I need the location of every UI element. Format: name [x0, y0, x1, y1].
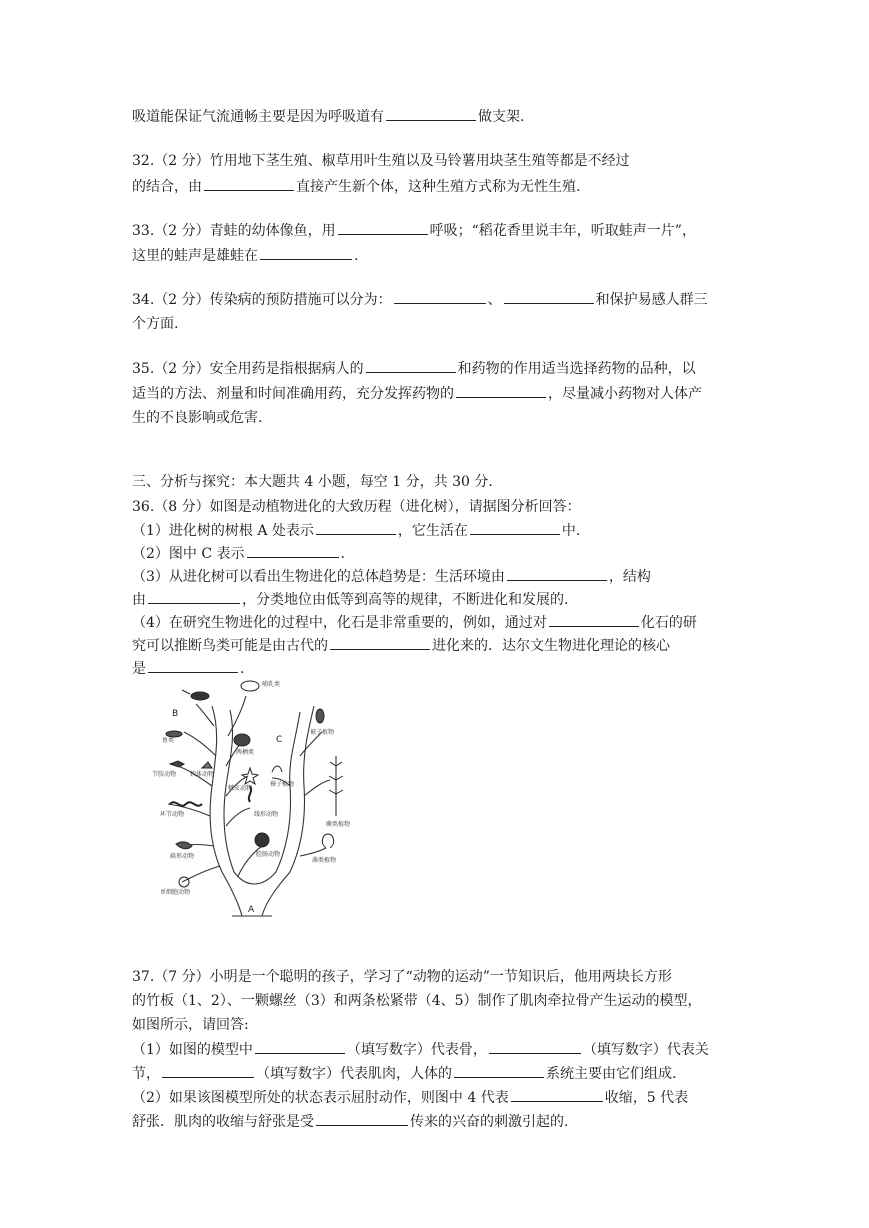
answer-blank[interactable] — [456, 383, 546, 398]
answer-blank[interactable] — [255, 1039, 345, 1054]
q37-part-1 — [132, 1039, 738, 1060]
q36-text: （3）从进化树可以看出生物进化的总体趋势是：生活环境由 — [132, 569, 505, 585]
q37-text: 37.（7 分）小明是一个聪明的孩子，学习了“动物的运动”一节知识后，他用两块长方形 — [132, 969, 672, 985]
q31-text-tail: 做支架. — [478, 109, 525, 125]
answer-blank[interactable] — [316, 1111, 408, 1126]
q33-text: 这里的蛙声是雄蛙在 — [132, 248, 258, 264]
mammal-sketch — [241, 681, 259, 691]
angiosperm-sketch — [316, 709, 324, 723]
answer-blank[interactable] — [454, 1063, 544, 1078]
section-heading — [132, 472, 738, 492]
q34-text-tail: 和保护易感人群三 — [595, 292, 708, 308]
answer-blank[interactable] — [504, 289, 594, 304]
label-molluscs: 软体动物 — [190, 771, 215, 778]
flatworm-sketch — [176, 842, 192, 849]
starfish-sketch — [242, 768, 258, 784]
answer-blank[interactable] — [247, 543, 339, 558]
label-a: A — [248, 905, 255, 915]
answer-blank[interactable] — [148, 658, 238, 673]
q36-text-mid: ，它生活在 — [397, 523, 468, 539]
q35-text: 生的不良影响或危害. — [132, 410, 263, 426]
q34-text: 个方面. — [132, 316, 179, 332]
q33-line-1 — [132, 220, 738, 241]
label-fish: 鱼类 — [162, 737, 175, 744]
q33-text: 33.（2 分）青蛙的幼体像鱼，用 — [132, 223, 336, 239]
tree-outline — [168, 696, 330, 916]
label-annelids: 环节动物 — [160, 811, 185, 818]
label-algae: 藻类植物 — [312, 857, 337, 864]
tree-fork — [234, 872, 276, 884]
q37-text-mid: （填写数字）代表骨， — [346, 1042, 487, 1058]
q36-text-tail: 化石的研 — [640, 615, 697, 631]
answer-blank[interactable] — [489, 1039, 581, 1054]
q35-line-2 — [132, 383, 738, 404]
q36-text-tail: 中. — [561, 523, 581, 539]
q34-text: 34.（2 分）传染病的预防措施可以分为： — [132, 292, 392, 308]
evolution-tree-figure — [150, 676, 350, 922]
q37-text-tail: 收缩，5 代表 — [604, 1090, 689, 1106]
label-protozoa: 单细胞动物 — [160, 889, 191, 896]
branch-protozoa — [182, 866, 220, 882]
answer-blank[interactable] — [549, 612, 639, 627]
q35-text-tail: 和药物的作用适当选择药物的品种，以 — [457, 361, 696, 377]
q37-text: 舒张．肌肉的收缩与舒张是受 — [132, 1114, 314, 1130]
q32-text-tail: 直接产生新个体，这种生殖方式称为无性生殖. — [296, 179, 581, 195]
answer-blank[interactable] — [162, 1063, 254, 1078]
answer-blank[interactable] — [338, 220, 428, 235]
q36-text-tail: . — [340, 546, 345, 562]
label-ferns: 蕨类植物 — [326, 821, 350, 828]
q35-text: 适当的方法、剂量和时间准确用药，充分发挥药物的 — [132, 386, 454, 402]
arthropod-sketch — [170, 761, 184, 767]
branch-roundworms — [226, 808, 250, 826]
answer-blank[interactable] — [386, 106, 476, 121]
q37-intro-2 — [132, 991, 738, 1011]
label-cnidarians: 腔肠动物 — [256, 851, 281, 858]
q36-part-4b — [132, 635, 738, 656]
answer-blank[interactable] — [511, 1087, 603, 1102]
q37-part-2 — [132, 1087, 738, 1108]
gymnosperm-sketch — [272, 766, 282, 772]
q37-intro-3 — [132, 1015, 738, 1035]
label-arthropods: 节肢动物 — [152, 771, 177, 778]
fern-sketch — [329, 756, 343, 816]
q36-part-3 — [132, 566, 738, 587]
answer-blank[interactable] — [316, 520, 396, 535]
q37-part-1b — [132, 1063, 738, 1084]
mollusc-sketch — [202, 762, 212, 768]
label-mammals: 哺乳类 — [262, 681, 281, 688]
q36-part-1 — [132, 520, 738, 541]
answer-blank[interactable] — [394, 289, 486, 304]
protozoa-sketch — [179, 877, 189, 887]
tree-trunk — [222, 872, 290, 916]
branch-ferns — [304, 780, 330, 796]
q37-text: （1）如图的模型中 — [132, 1042, 253, 1058]
bird-sketch — [191, 692, 209, 700]
answer-blank[interactable] — [260, 245, 352, 260]
q36-text: 由 — [132, 592, 146, 608]
q36-text-tail: ，分类地位由低等到高等的规律，不断进化和发展的. — [242, 592, 569, 608]
q35-line-3 — [132, 408, 738, 428]
q31-line — [132, 106, 738, 127]
label-amphibians: 两栖类 — [236, 749, 255, 756]
cnidarian-sketch — [255, 833, 269, 847]
q36-text-tail: ，结构 — [608, 569, 651, 585]
animal-branch-outer — [210, 706, 222, 872]
q37-intro-1 — [132, 967, 738, 987]
q37-text-tail: 系统主要由它们组成. — [546, 1066, 677, 1082]
bird-tail-sketch — [182, 690, 190, 694]
q34-line-1 — [132, 289, 738, 310]
q37-text-tail: （填写数字）代表关 — [582, 1042, 709, 1058]
answer-blank[interactable] — [470, 520, 560, 535]
q36-text: （2）图中 C 表示 — [132, 546, 245, 562]
q32-text: 的结合，由 — [132, 179, 202, 195]
q32-text: 32.（2 分）竹用地下茎生殖、椒草用叶生殖以及马铃薯用块茎生殖等都是不经过 — [132, 153, 630, 169]
algae-sketch — [322, 834, 333, 848]
q34-text-mid: 、 — [487, 292, 502, 308]
q36-text: （1）进化树的树根 A 处表示 — [132, 523, 314, 539]
q37-text-tail: 传来的兴奋的刺激引起的. — [410, 1114, 569, 1130]
label-angiosperms: 被子植物 — [310, 729, 335, 736]
branch-fish — [184, 732, 216, 756]
amphibian-sketch — [234, 734, 250, 746]
q32-line-1 — [132, 151, 738, 171]
q36-text: （4）在研究生物进化的过程中，化石是非常重要的，例如，通过对 — [132, 615, 547, 631]
answer-blank[interactable] — [204, 176, 294, 191]
label-b: B — [172, 709, 179, 719]
q36-part-4 — [132, 612, 738, 633]
answer-blank[interactable] — [507, 566, 607, 581]
q37-text: （2）如果该图模型所处的状态表示屈肘动作，则图中 4 代表 — [132, 1090, 509, 1106]
q33-line-2 — [132, 245, 738, 266]
label-roundworms: 线形动物 — [254, 811, 279, 818]
q37-part-2b — [132, 1111, 738, 1132]
q35-text-tail: ，尽量减小药物对人体产 — [548, 386, 702, 402]
q31-text: 吸道能保证气流通畅主要是因为呼吸道有 — [132, 109, 384, 125]
label-c: C — [276, 735, 283, 745]
answer-blank[interactable] — [148, 589, 240, 604]
q36-part-2 — [132, 543, 738, 564]
q32-line-2 — [132, 176, 738, 197]
label-echinoderms: 棘皮动物 — [228, 785, 253, 792]
branch-algae — [300, 848, 326, 856]
q33-text-tail: 呼吸；“稻花香里说丰年，听取蛙声一片”， — [429, 223, 696, 239]
q35-line-1 — [132, 358, 738, 379]
q37-text: 节， — [132, 1066, 160, 1082]
answer-blank[interactable] — [330, 635, 430, 650]
q36-part-3b — [132, 589, 738, 610]
section-heading-text: 三、分析与探究：本大题共 4 小题，每空 1 分，共 30 分. — [132, 474, 493, 490]
label-flatworms: 扁形动物 — [170, 853, 195, 860]
q36-text-tail: . — [240, 661, 245, 677]
label-gymnosperms: 裸子植物 — [270, 781, 295, 788]
q37-text: 的竹板（1、2）、一颗螺丝（3）和两条松紧带（4、5）制作了肌肉牵拉骨产生运动的模型， — [132, 993, 702, 1009]
q36-intro — [132, 497, 738, 517]
branch-b — [196, 704, 214, 726]
q36-text: 是 — [132, 661, 146, 677]
q37-text-mid: （填写数字）代表肌肉，人体的 — [256, 1066, 452, 1082]
q34-line-2 — [132, 314, 738, 334]
q35-text: 35.（2 分）安全用药是指根据病人的 — [132, 361, 364, 377]
q36-text: 36.（8 分）如图是动植物进化的大致历程（进化树），请据图分析回答： — [132, 499, 581, 515]
q36-text-tail: 进化来的．达尔文生物进化理论的核心 — [432, 638, 670, 654]
q33-text-tail: . — [354, 248, 359, 264]
q36-text: 究可以推断鸟类可能是由古代的 — [132, 638, 328, 654]
answer-blank[interactable] — [366, 358, 456, 373]
q37-text: 如图所示，请回答: — [132, 1017, 249, 1033]
